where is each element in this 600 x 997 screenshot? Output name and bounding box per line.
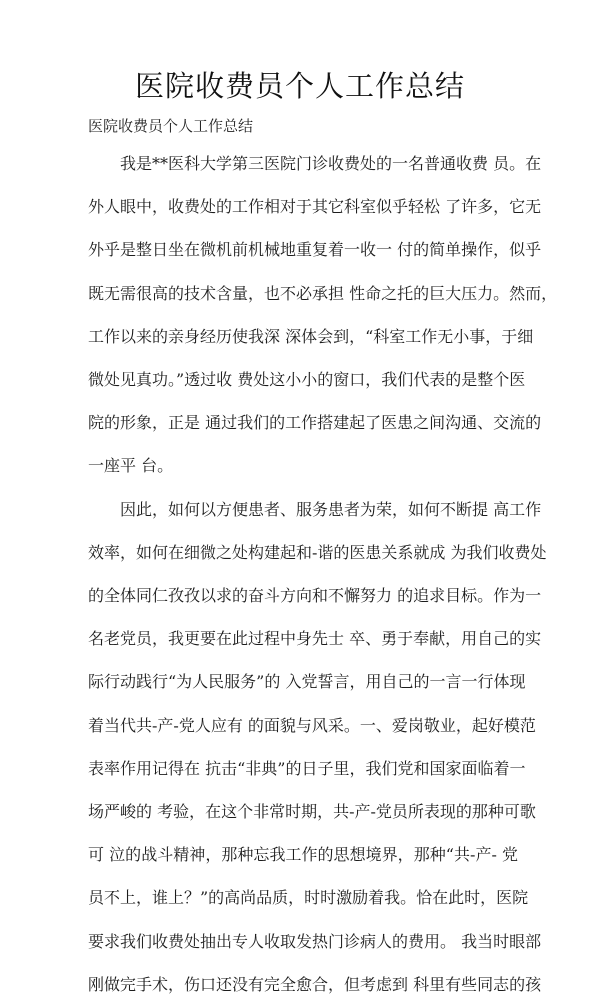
document-subtitle: 医院收费员个人工作总结 [88,117,254,135]
body-text-line: 因此，如何以方便患者、服务患者为荣，如何不断提 高工作 [120,499,542,519]
document-title: 医院收费员个人工作总结 [134,69,465,103]
body-text-line: 院的形象，正是 通过我们的工作搭建起了医患之间沟通、交流的 [88,413,542,433]
body-text-line: 一座平 台。 [88,456,174,476]
body-text-line: 要求我们收费处抽出专人收取发热门诊病人的费用。 我当时眼部 [88,931,542,951]
body-text-line: 员不上，谁上？”的高尚品质，时时激励着我。恰在此时，医院 [88,888,529,908]
body-text-line: 名老党员，我更要在此过程中身先士 卒、勇于奉献，用自己的实 [88,629,542,649]
body-text-line: 外乎是整日坐在微机前机械地重复着一收一 付的简单操作，似乎 [88,240,542,260]
body-text-line: 表率作用记得在 抗击“非典”的日子里，我们党和国家面临着一 [88,758,526,778]
body-text-line: 工作以来的亲身经历使我深 深体会到，“科室工作无小事，于细 [88,326,534,346]
body-text-line: 着当代共-产-党人应有 的面貌与风采。一、爱岗敬业，起好模范 [88,715,536,735]
body-text-line: 可 泣的战斗精神，那种忘我工作的思想境界，那种“共-产- 党 [88,845,518,865]
body-text-line: 际行动践行“为人民服务”的 入党誓言，用自己的一言一行体现 [88,672,526,692]
body-text-line: 刚做完手术，伤口还没有完全愈合，但考虑到 科里有些同志的孩 [88,974,542,994]
body-text-line: 我是**医科大学第三医院门诊收费处的一名普通收费 员。在 [120,154,542,173]
body-text-line: 的全体同仁孜孜以求的奋斗方向和不懈努力 的追求目标。作为一 [88,586,542,605]
body-text-line: 场严峻的 考验，在这个非常时期，共-产-党员所表现的那种可歌 [88,802,536,821]
body-text-line: 外人眼中，收费处的工作相对于其它科室似乎轻松 了许多，它无 [88,197,542,217]
body-text-line: 微处见真功。”透过收 费处这小小的窗口，我们代表的是整个医 [88,370,526,389]
body-text-line: 效率，如何在细微之处构建起和-谐的医患关系就成 为我们收费处 [88,542,547,562]
body-text-line: 既无需很高的技术含量，也不必承担 性命之托的巨大压力。然而， [88,283,558,303]
